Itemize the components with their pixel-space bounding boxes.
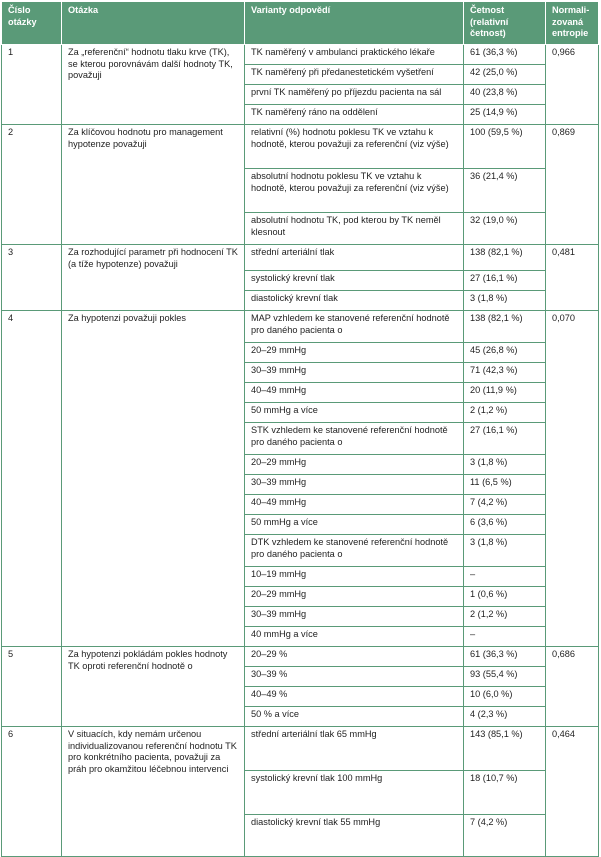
question-text: V situacích, kdy nemám určenou individualizovanou referenční hodnotu TK pro konkrétního pacienta, považuji za práh pro okamžitou léčebnou intervenci [62, 727, 245, 857]
question-number: 5 [2, 647, 62, 727]
question-text: Za „referenční“ hodnotu tlaku krve (TK), se kterou porovnávám další hodnoty TK, považuji [62, 45, 245, 125]
answer-variant: 50 % a více [245, 707, 464, 727]
entropy-value: 0,869 [546, 125, 599, 245]
answer-frequency: 138 (82,1 %) [464, 311, 546, 343]
answer-variant: 40–49 mmHg [245, 495, 464, 515]
question-text: Za rozhodující parametr při hodnocení TK (a tíže hypotenze) považuji [62, 245, 245, 311]
answer-variant: 20–29 mmHg [245, 343, 464, 363]
answer-frequency: 18 (10,7 %) [464, 771, 546, 815]
header-question: Otázka [62, 2, 245, 45]
answer-frequency: – [464, 567, 546, 587]
answer-frequency: 20 (11,9 %) [464, 383, 546, 403]
question-text: Za hypotenzi považuji pokles [62, 311, 245, 647]
question-text: Za hypotenzi pokládám pokles hodnoty TK oproti referenční hodnotě o [62, 647, 245, 727]
table-row [2, 647, 599, 667]
answer-frequency: 71 (42,3 %) [464, 363, 546, 383]
question-number: 2 [2, 125, 62, 245]
answer-variant: STK vzhledem ke stanovené referenční hodnotě pro daného pacienta o [245, 423, 464, 455]
answer-variant: střední arteriální tlak 65 mmHg [245, 727, 464, 771]
question-number: 6 [2, 727, 62, 857]
answer-frequency: 2 (1,2 %) [464, 403, 546, 423]
answer-variant: střední arteriální tlak [245, 245, 464, 271]
answer-frequency: 27 (16,1 %) [464, 423, 546, 455]
entropy-value: 0,070 [546, 311, 599, 647]
answer-variant: 10–19 mmHg [245, 567, 464, 587]
answer-frequency: 32 (19,0 %) [464, 213, 546, 245]
answer-variant: TK naměřený v ambulanci praktického lékaře [245, 45, 464, 65]
answer-frequency: 10 (6,0 %) [464, 687, 546, 707]
header-row [2, 2, 599, 45]
answer-variant: absolutní hodnotu TK, pod kterou by TK neměl klesnout [245, 213, 464, 245]
entropy-value: 0,481 [546, 245, 599, 311]
answer-variant: DTK vzhledem ke stanovené referenční hodnotě pro daného pacienta o [245, 535, 464, 567]
answer-frequency: 6 (3,6 %) [464, 515, 546, 535]
table-row [2, 245, 599, 271]
answer-frequency: 61 (36,3 %) [464, 647, 546, 667]
answer-frequency: 25 (14,9 %) [464, 105, 546, 125]
answer-variant: 40 mmHg a více [245, 627, 464, 647]
answer-variant: relativní (%) hodnotu poklesu TK ve vztahu k hodnotě, kterou považuji za referenční (viz výše) [245, 125, 464, 169]
answer-variant: první TK naměřený po příjezdu pacienta na sál [245, 85, 464, 105]
answer-frequency: 61 (36,3 %) [464, 45, 546, 65]
answer-variant: 50 mmHg a více [245, 515, 464, 535]
survey-table [1, 1, 599, 857]
answer-variant: 30–39 % [245, 667, 464, 687]
answer-variant: systolický krevní tlak 100 mmHg [245, 771, 464, 815]
table-row [2, 45, 599, 65]
answer-frequency: 3 (1,8 %) [464, 291, 546, 311]
answer-variant: systolický krevní tlak [245, 271, 464, 291]
answer-frequency: 138 (82,1 %) [464, 245, 546, 271]
answer-frequency: 40 (23,8 %) [464, 85, 546, 105]
answer-variant: 50 mmHg a více [245, 403, 464, 423]
answer-frequency: 27 (16,1 %) [464, 271, 546, 291]
entropy-value: 0,464 [546, 727, 599, 857]
answer-variant: 20–29 mmHg [245, 455, 464, 475]
header-variants: Varianty odpovědí [245, 2, 464, 45]
table-row [2, 125, 599, 169]
table-row [2, 311, 599, 343]
answer-frequency: 4 (2,3 %) [464, 707, 546, 727]
answer-variant: absolutní hodnotu poklesu TK ve vztahu k hodnotě, kterou považuji za referenční (viz výše) [245, 169, 464, 213]
header-frequency: Četnost (relativní četnost) [464, 2, 546, 45]
question-text: Za klíčovou hodnotu pro management hypotenze považuji [62, 125, 245, 245]
answer-variant: diastolický krevní tlak [245, 291, 464, 311]
answer-frequency: – [464, 627, 546, 647]
header-number: Číslo otázky [2, 2, 62, 45]
answer-frequency: 93 (55,4 %) [464, 667, 546, 687]
answer-frequency: 3 (1,8 %) [464, 455, 546, 475]
answer-frequency: 11 (6,5 %) [464, 475, 546, 495]
answer-frequency: 7 (4,2 %) [464, 495, 546, 515]
answer-variant: 40–49 % [245, 687, 464, 707]
question-number: 4 [2, 311, 62, 647]
answer-variant: TK naměřený ráno na oddělení [245, 105, 464, 125]
answer-frequency: 100 (59,5 %) [464, 125, 546, 169]
question-number: 1 [2, 45, 62, 125]
answer-variant: TK naměřený při předanestetickém vyšetření [245, 65, 464, 85]
answer-variant: 20–29 % [245, 647, 464, 667]
answer-frequency: 2 (1,2 %) [464, 607, 546, 627]
answer-frequency: 42 (25,0 %) [464, 65, 546, 85]
answer-frequency: 3 (1,8 %) [464, 535, 546, 567]
answer-variant: 30–39 mmHg [245, 363, 464, 383]
answer-frequency: 45 (26,8 %) [464, 343, 546, 363]
entropy-value: 0,966 [546, 45, 599, 125]
answer-frequency: 36 (21,4 %) [464, 169, 546, 213]
answer-frequency: 7 (4,2 %) [464, 815, 546, 857]
answer-frequency: 1 (0,6 %) [464, 587, 546, 607]
answer-variant: 30–39 mmHg [245, 475, 464, 495]
answer-variant: 40–49 mmHg [245, 383, 464, 403]
entropy-value: 0,686 [546, 647, 599, 727]
answer-variant: 20–29 mmHg [245, 587, 464, 607]
table-row [2, 727, 599, 771]
answer-variant: diastolický krevní tlak 55 mmHg [245, 815, 464, 857]
answer-variant: 30–39 mmHg [245, 607, 464, 627]
question-number: 3 [2, 245, 62, 311]
answer-frequency: 143 (85,1 %) [464, 727, 546, 771]
header-entropy: Normali-zovaná entropie [546, 2, 599, 45]
answer-variant: MAP vzhledem ke stanovené referenční hodnotě pro daného pacienta o [245, 311, 464, 343]
